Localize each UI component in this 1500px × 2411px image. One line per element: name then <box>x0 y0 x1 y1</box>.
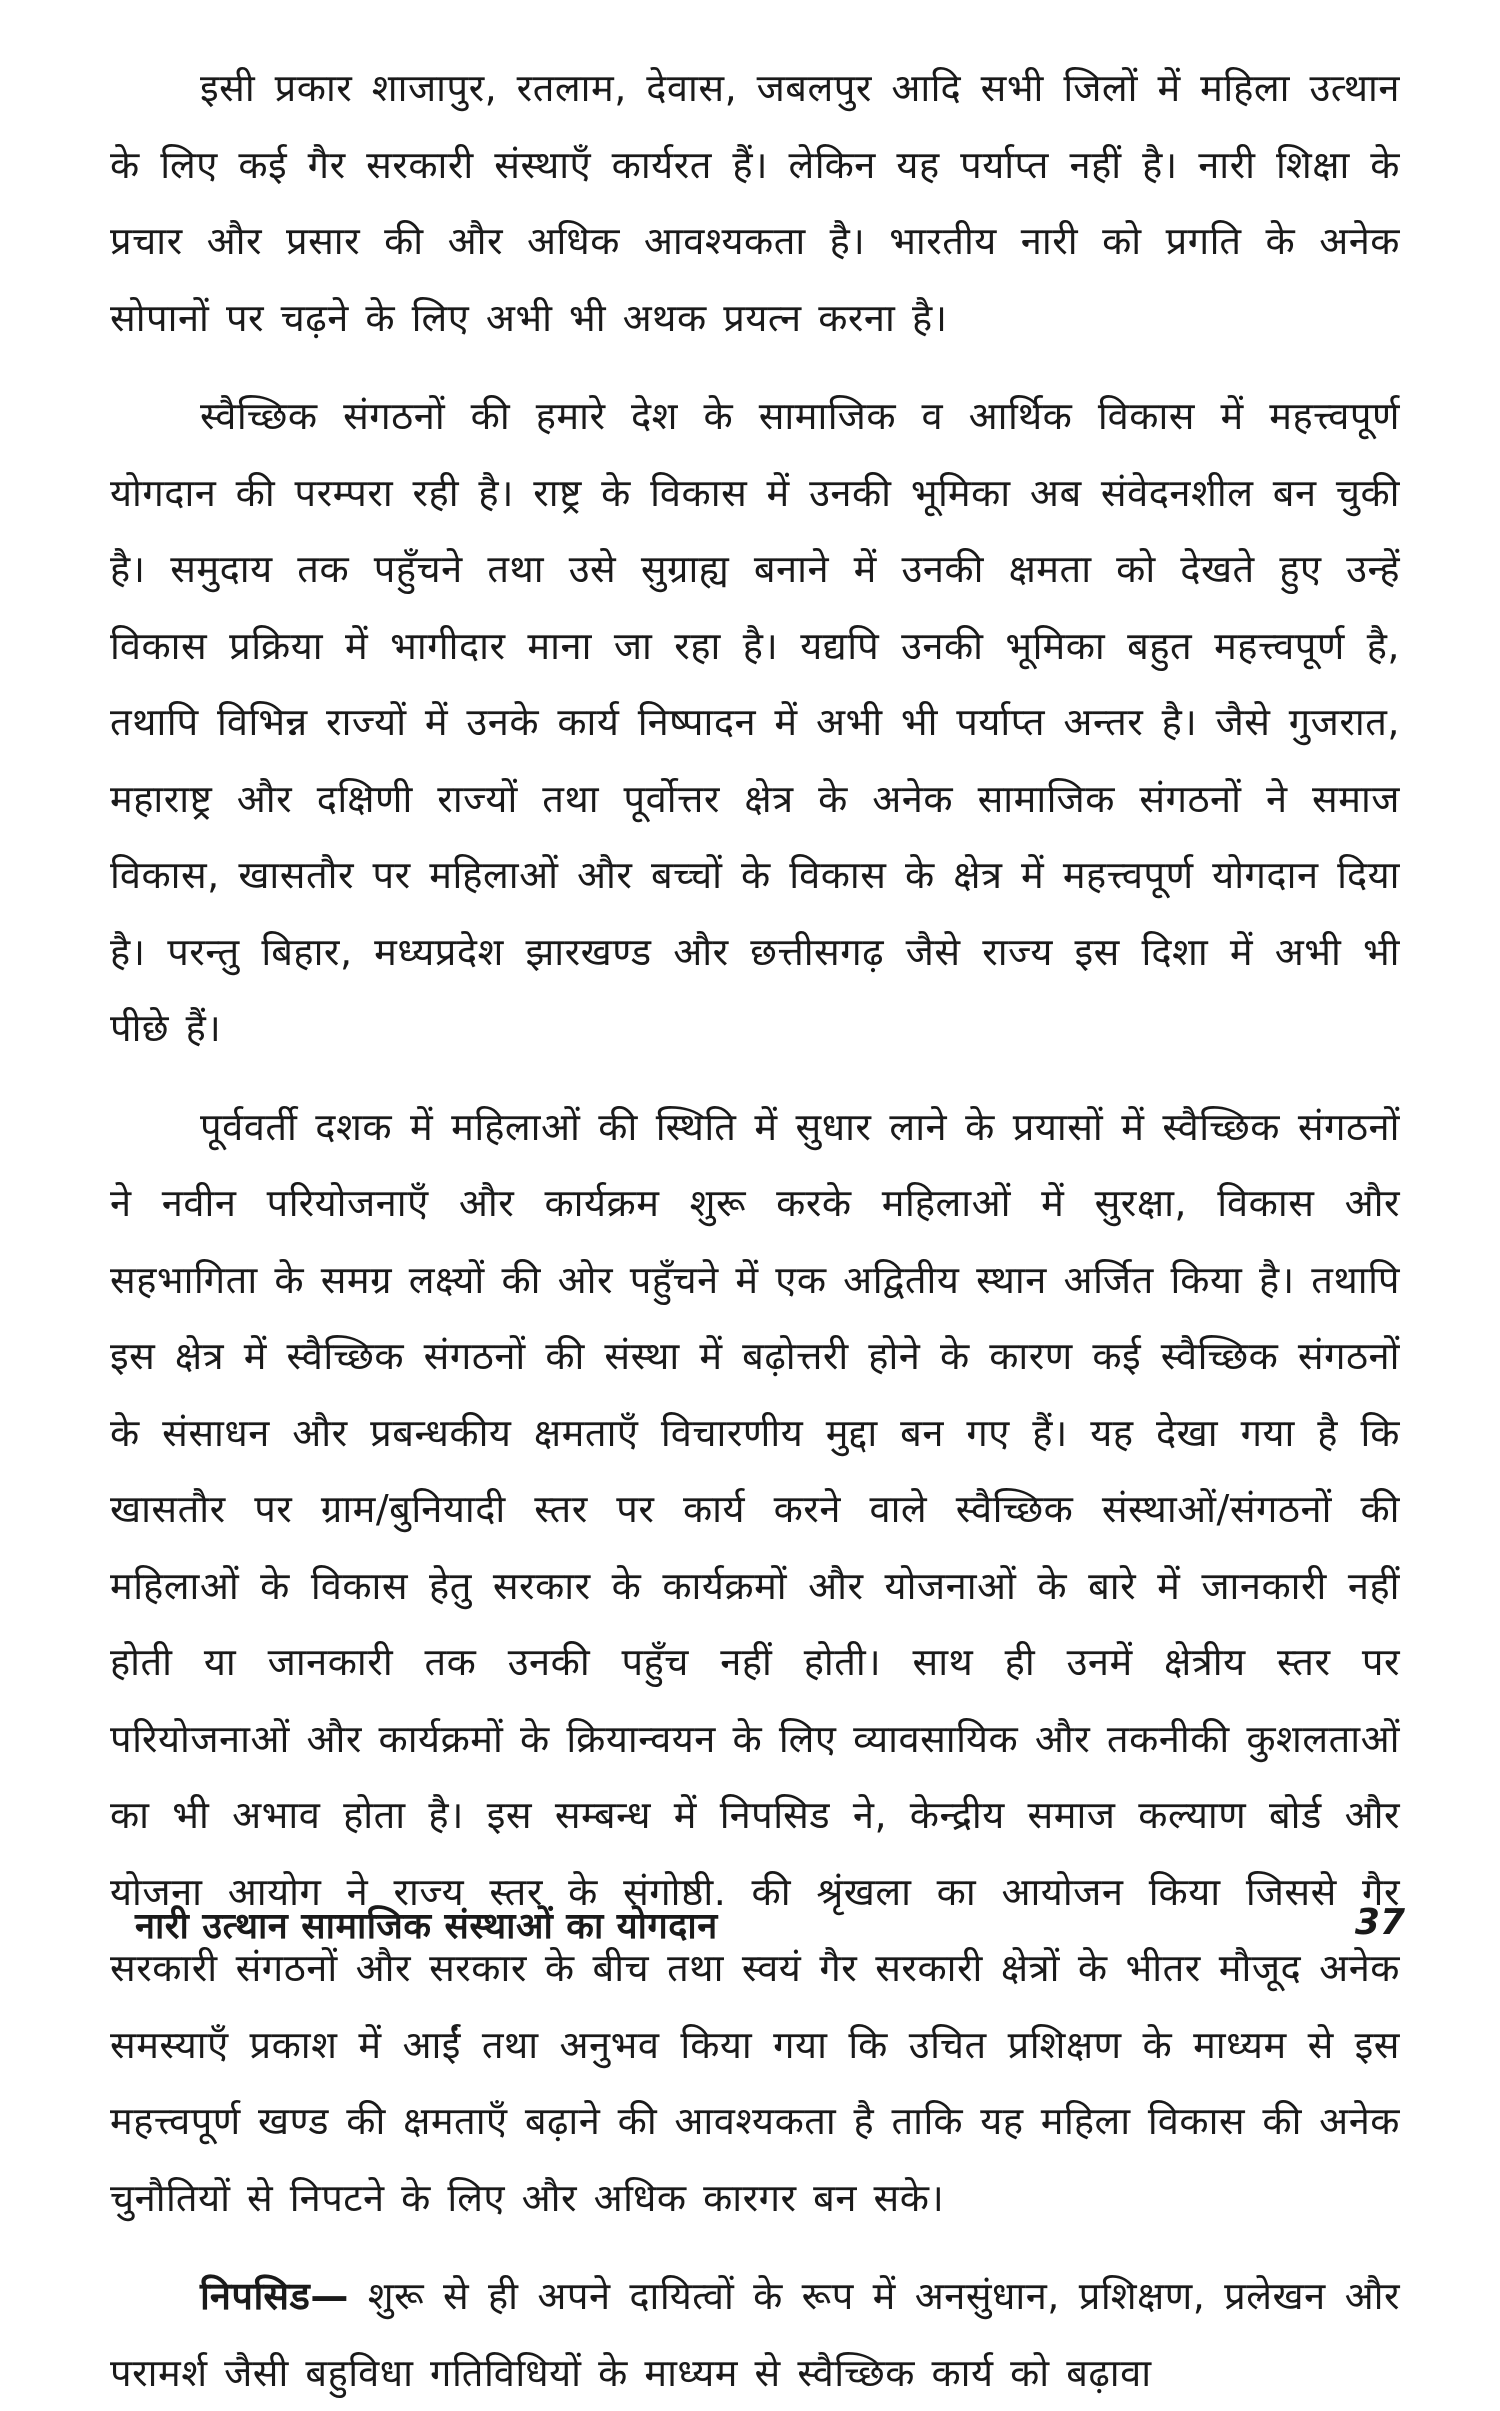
paragraph-2 <box>110 378 1400 1067</box>
paragraph-2-text: स्वैच्छिक संगठनों की हमारे देश के सामाजिक व आर्थिक विकास में महत्त्वपूर्ण योगदान की परम्परा रही है। राष्ट्र के विकास में उनकी भूमिका अब संवेदनशील बन चुकी है। समुदाय तक पहुँचने तथा उसे सुग्राह्य बनाने में उनकी क्षमता को देखते हुए उन्हें विकास प्रक्रिया में भागीदार माना जा रहा है। यद्यपि उनकी भूमिका बहुत महत्त्वपूर्ण है, तथापि विभिन्न राज्यों में उनके कार्य निष्पादन में अभी भी पर्याप्त अन्तर है। जैसे गुजरात, महाराष्ट्र और दक्षिणी राज्यों तथा पूर्वोत्तर क्षेत्र के अनेक सामाजिक संगठनों ने समाज विकास, खासतौर पर महिलाओं और बच्चों के विकास के क्षेत्र में महत्त्वपूर्ण योगदान दिया है। परन्तु बिहार, मध्यप्रदेश झारखण्ड और छत्तीसगढ़ जैसे राज्य इस दिशा में अभी भी पीछे हैं। <box>110 394 1400 1050</box>
paragraph-1 <box>110 50 1400 356</box>
footer-title: नारी उत्थान सामाजिक संस्थाओं का योगदान <box>135 1906 718 1947</box>
paragraph-4-lead: निपसिड— <box>200 2274 349 2318</box>
paragraph-3-text: पूर्ववर्ती दशक में महिलाओं की स्थिति में सुधार लाने के प्रयासों में स्वैच्छिक संगठनों ने नवीन परियोजनाएँ और कार्यक्रम शुरू करके महिलाओं में सुरक्षा, विकास और सहभागिता के समग्र लक्ष्यों की ओर पहुँचने में एक अद्वितीय स्थान अर्जित किया है। तथापि इस क्षेत्र में स्वैच्छिक संगठनों की संस्था में बढ़ोत्तरी होने के कारण कई स्वैच्छिक संगठनों के संसाधन और प्रबन्धकीय क्षमताएँ विचारणीय मुद्दा बन गए हैं। यह देखा गया है कि खासतौर पर ग्राम/बुनियादी स्तर पर कार्य करने वाले स्वैच्छिक संस्थाओं/संगठनों की महिलाओं के विकास हेतु सरकार के कार्यक्रमों और योजनाओं के बारे में जानकारी नहीं होती या जानकारी तक उनकी पहुँच नहीं होती। साथ ही उनमें क्षेत्रीय स्तर पर परियोजनाओं और कार्यक्रमों के क्रियान्वयन के लिए व्यावसायिक और तकनीकी कुशलताओं का भी अभाव होता है। इस सम्बन्ध में निपसिड ने, केन्द्रीय समाज कल्याण बोर्ड और योजना आयोग ने राज्य स्तर के संगोष्ठी. की श्रृंखला का आयोजन किया जिससे गैर सरकारी संगठनों और सरकार के बीच तथा स्वयं गैर सरकारी क्षेत्रों के भीतर मौजूद अनेक समस्याएँ प्रकाश में आईं तथा अनुभव किया गया कि उचित प्रशिक्षण के माध्यम से इस महत्त्वपूर्ण खण्ड की क्षमताएँ बढ़ाने की आवश्यकता है ताकि यह महिला विकास की अनेक चुनौतियों से निपटने के लिए और अधिक कारगर बन सके। <box>110 1104 1400 2220</box>
page-footer <box>135 1900 1405 1960</box>
page-number: 37 <box>1354 1902 1405 1943</box>
paragraph-4 <box>110 2258 1400 2411</box>
paragraph-1-text: इसी प्रकार शाजापुर, रतलाम, देवास, जबलपुर आदि सभी जिलों में महिला उत्थान के लिए कई गैर सरकारी संस्थाएँ कार्यरत हैं। लेकिन यह पर्याप्त नहीं है। नारी शिक्षा के प्रचार और प्रसार की और अधिक आवश्यकता है। भारतीय नारी को प्रगति के अनेक सोपानों पर चढ़ने के लिए अभी भी अथक प्रयत्न करना है। <box>110 66 1400 340</box>
paragraph-4-text: शुरू से ही अपने दायित्वों के रूप में अनसुंधान, प्रशिक्षण, प्रलेखन और परामर्श जैसी बहुविधा गतिविधियों के माध्यम से स्वैच्छिक कार्य को बढ़ावा <box>110 2274 1400 2395</box>
paragraph-3 <box>110 1089 1400 2237</box>
page-body <box>110 50 1400 2411</box>
